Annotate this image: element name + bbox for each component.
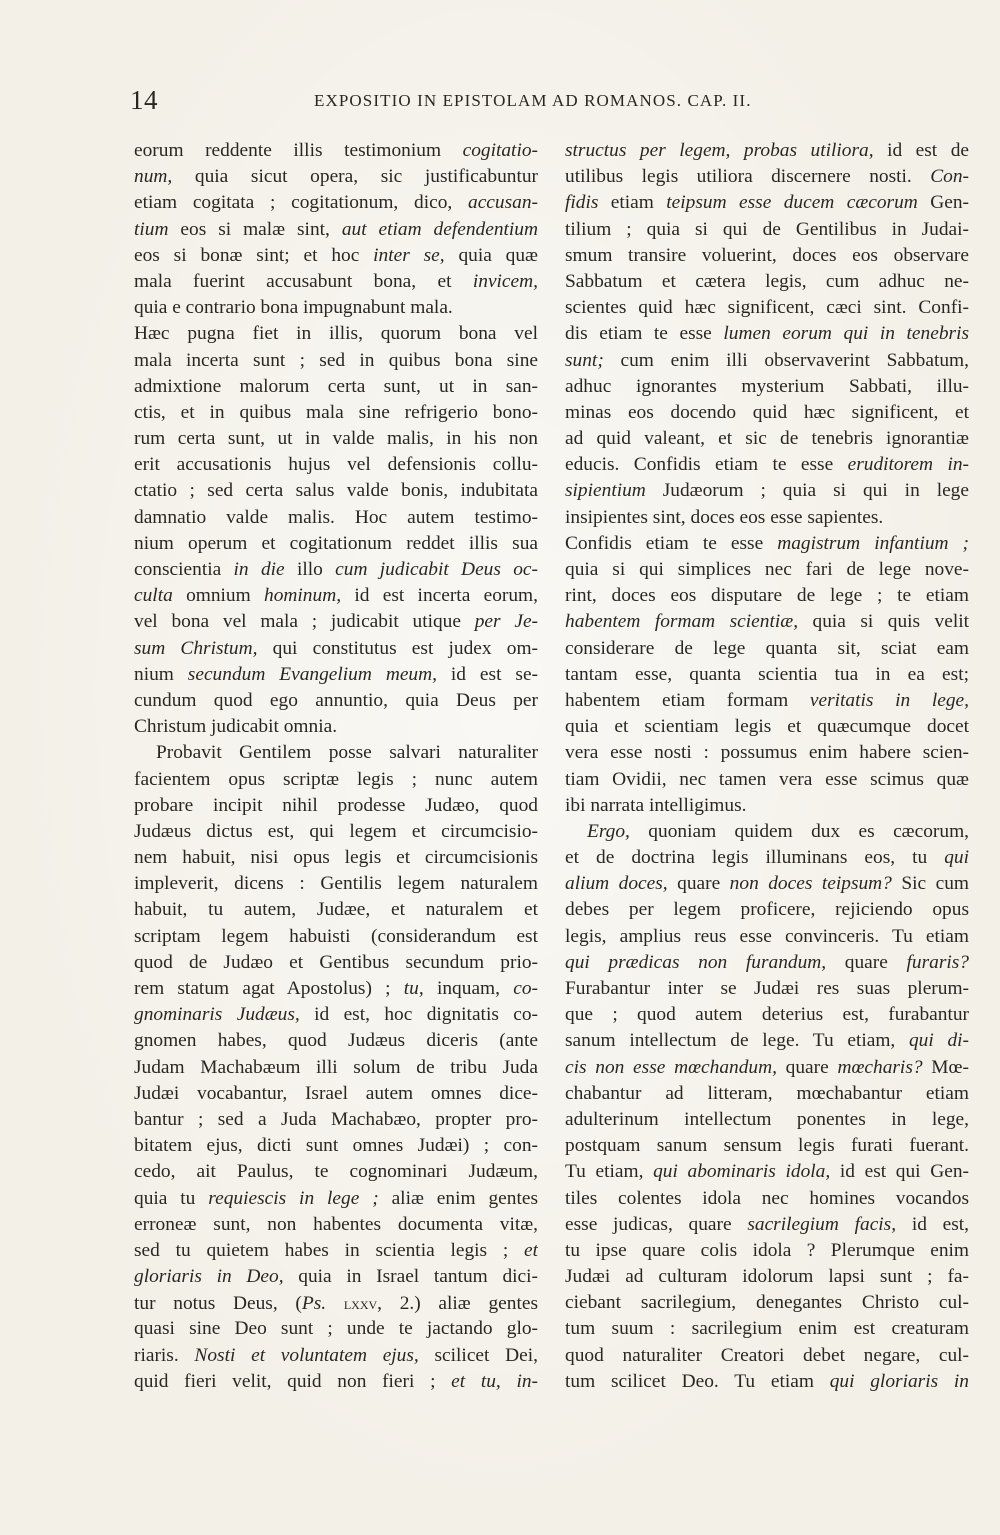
text-line: Hæc pugna fiet in illis, quorum bona vel: [134, 323, 538, 345]
text-line: admixtione malorum certa sunt, ut in san-: [134, 375, 538, 397]
text-line: impleverit, dicens : Gentilis legem naturalem: [134, 873, 538, 895]
text-line: cis non esse mœchandum, quare mœcharis? Mœ-: [565, 1056, 969, 1078]
text-line: num, quia sicut opera, sic justificabuntur: [134, 166, 538, 188]
text-line: tu ipse quare colis idola ? Plerumque enim: [565, 1239, 969, 1261]
text-line: quasi sine Deo sunt ; unde te jactando glo-: [134, 1318, 538, 1340]
text-line: tantam esse, quanta scientia tua in ea est;: [565, 663, 969, 685]
text-line: quid fieri velit, quid non fieri ; et tu, in-: [134, 1370, 538, 1392]
left-text-column: [134, 138, 538, 1395]
text-line: ad quid valeant, et sic de tenebris ignorantiæ: [565, 428, 969, 450]
text-line: structus per legem, probas utiliora, id est de: [565, 140, 969, 161]
text-line: sipientium Judæorum ; quia si qui in lege: [565, 480, 969, 502]
text-line: rem statum agat Apostolus) ; tu, inquam, co-: [134, 978, 538, 999]
text-line: educis. Confidis etiam te esse eruditorem in-: [565, 454, 969, 476]
text-line: vera esse nosti : possumus enim habere scien-: [565, 742, 969, 764]
text-line: erit accusationis hujus vel defensionis collu-: [134, 454, 538, 476]
text-line: que ; quod autem deterius est, furabantur: [565, 1004, 969, 1026]
text-line: sunt; cum enim illi observaverint Sabbatum,: [565, 349, 969, 371]
text-line: scientes quid hæc significent, cæci sint. Confi-: [565, 297, 969, 319]
text-line: tiam Ovidii, nec tamen vera esse scimus quæ: [565, 768, 969, 790]
text-line: insipientes sint, doces eos esse sapientes.: [565, 506, 884, 528]
text-line: facientem opus scriptæ legis ; nunc autem: [134, 768, 538, 790]
text-line: tur notus Deus, (Ps. lxxv, 2.) aliæ gentes: [134, 1293, 538, 1315]
text-line: quia e contrario bona impugnabunt mala.: [134, 297, 453, 319]
text-line: quia tu requiescis in lege ; aliæ enim gentes: [134, 1187, 538, 1209]
text-line: tum scilicet Deo. Tu etiam qui gloriaris in: [565, 1370, 969, 1392]
text-line: Sabbatum et cætera legis, cum adhuc ne-: [565, 270, 969, 292]
text-line: rum certa sunt, ut in valde malis, in his non: [134, 428, 538, 450]
text-line: ctis, et in quibus mala sine refrigerio bono-: [134, 401, 538, 423]
text-line: gnomen habes, quod Judæus diceris (ante: [134, 1030, 538, 1052]
text-line: eos si bonæ sint; et hoc inter se, quia quæ: [134, 244, 538, 266]
text-line: fidis etiam teipsum esse ducem cæcorum Gen-: [565, 192, 969, 214]
text-line: probare incipit nihil prodesse Judæo, quod: [134, 794, 538, 816]
text-line: quia et scientiam legis et quæcumque docet: [565, 716, 969, 738]
text-line: Christum judicabit omnia.: [134, 716, 338, 738]
text-line: postquam sanum sensum legis furati fuerant.: [565, 1135, 969, 1157]
text-line: Judæi vocabantur, Israel autem omnes dice-: [134, 1082, 538, 1104]
text-line: bitatem ejus, dicti sunt omnes Judæi) ; con-: [134, 1135, 538, 1157]
text-line: tilium ; quia si qui de Gentilibus in Judai-: [565, 218, 969, 240]
text-line: tum suum : sacrilegium enim est creaturam: [565, 1318, 969, 1340]
text-line: riaris. Nosti et voluntatem ejus, scilicet Dei,: [134, 1344, 538, 1366]
text-line: adhuc ignorantes mysterium Sabbati, illu-: [565, 375, 969, 397]
text-line: tium eos si malæ sint, aut etiam defendentium: [134, 218, 538, 240]
text-line: ciebant sacrilegium, denegantes Christo cul-: [565, 1292, 969, 1314]
text-line: Judam Machabæum illi solum de tribu Juda: [134, 1056, 538, 1078]
text-line: nium secundum Evangelium meum, id est se-: [134, 663, 538, 685]
text-line: mala incerta sunt ; sed in quibus bona sine: [134, 349, 538, 371]
text-line: damnatio valde malis. Hoc autem testimo-: [134, 506, 538, 528]
text-line: Furabantur inter se Judæi res suas plerum-: [565, 978, 969, 999]
running-title: EXPOSITIO IN EPISTOLAM AD ROMANOS. CAP. II.: [314, 91, 752, 110]
text-line: culta omnium hominum, id est incerta eorum,: [134, 585, 538, 607]
text-line: et de doctrina legis illuminans eos, tu qui: [565, 847, 969, 869]
right-text-column: [565, 138, 969, 1395]
text-line: Judæi ad culturam idolorum lapsi sunt ; fa-: [565, 1266, 969, 1288]
text-line: erroneæ sunt, non habentes documenta vitæ,: [134, 1213, 538, 1235]
text-line: gloriaris in Deo, quia in Israel tantum dici-: [134, 1266, 538, 1288]
text-line: cundum quod ego annuntio, quia Deus per: [134, 689, 538, 711]
text-line: nem habuit, nisi opus legis et circumcisionis: [134, 847, 538, 869]
text-line: ibi narrata intelligimus.: [565, 794, 747, 816]
text-line: quod de Judæo et Gentibus secundum prio-: [134, 951, 538, 973]
text-line: sum Christum, qui constitutus est judex om-: [134, 637, 538, 659]
text-line: quod naturaliter Creatori debet negare, cul-: [565, 1344, 969, 1366]
text-line: alium doces, quare non doces teipsum? Sic cum: [565, 873, 969, 895]
text-line: utilibus legis utiliora discernere nosti. Con-: [565, 166, 969, 188]
text-line: mala fuerint accusabunt bona, et invicem,: [134, 270, 538, 292]
text-line: Tu etiam, qui abominaris idola, id est qui Gen-: [565, 1161, 969, 1183]
text-line: cedo, ait Paulus, te cognominari Judæum,: [134, 1161, 538, 1183]
text-line: esse judicas, quare sacrilegium facis, id est,: [565, 1213, 969, 1235]
text-line: eorum reddente illis testimonium cogitatio-: [134, 140, 538, 161]
text-line: habuit, tu autem, Judæe, et naturalem et: [134, 899, 538, 921]
text-line: adulterinum intellectum ponentes in lege,: [565, 1108, 969, 1130]
text-line: Probavit Gentilem posse salvari naturaliter: [156, 742, 538, 764]
text-line: habentem etiam formam veritatis in lege,: [565, 689, 969, 711]
text-line: gnominaris Judæus, id est, hoc dignitatis co-: [134, 1004, 538, 1026]
text-line: chabantur ad litteram, mœchabantur etiam: [565, 1082, 969, 1104]
text-line: sed tu quietem habes in scientia legis ; et: [134, 1239, 538, 1261]
text-line: Confidis etiam te esse magistrum infantium ;: [565, 532, 969, 554]
text-line: conscientia in die illo cum judicabit Deus oc-: [134, 559, 538, 580]
text-line: vel bona vel mala ; judicabit utique per Je-: [134, 611, 538, 633]
text-line: Ergo, quoniam quidem dux es cæcorum,: [587, 820, 969, 842]
text-line: smum transire voluerint, doces eos observare: [565, 244, 969, 266]
text-line: legis, amplius reus esse convinceris. Tu etiam: [565, 925, 969, 947]
text-line: sanum intellectum de lege. Tu etiam, qui di-: [565, 1030, 969, 1052]
text-line: habentem formam scientiæ, quia si quis velit: [565, 611, 969, 633]
text-line: bantur ; sed a Juda Machabæo, propter pro-: [134, 1108, 538, 1130]
text-line: Judæus dictus est, qui legem et circumcisio-: [134, 820, 538, 842]
text-line: considerare de lege quanta sit, sciat eam: [565, 637, 969, 659]
text-line: scriptam legem habuisti (considerandum est: [134, 925, 538, 947]
page-number: 14: [130, 85, 158, 115]
text-line: nium operum et cogitationum reddet illis sua: [134, 532, 538, 554]
text-line: dis etiam te esse lumen eorum qui in tenebris: [565, 323, 969, 345]
running-head: [130, 84, 968, 116]
text-line: etiam cogitata ; cogitationum, dico, accusan-: [134, 192, 538, 214]
text-line: minas eos docendo quid hæc significent, et: [565, 401, 969, 423]
text-line: debes per legem proficere, rejiciendo opus: [565, 899, 969, 921]
text-line: qui prædicas non furandum, quare furaris?: [565, 951, 969, 973]
text-line: rint, doces eos disputare de lege ; te etiam: [565, 585, 969, 607]
text-line: tiles colentes idola nec homines vocandos: [565, 1187, 969, 1209]
text-line: ctatio ; sed certa salus valde bonis, indubitata: [134, 480, 538, 502]
text-line: quia si qui simplices nec fari de lege nove-: [565, 559, 969, 580]
